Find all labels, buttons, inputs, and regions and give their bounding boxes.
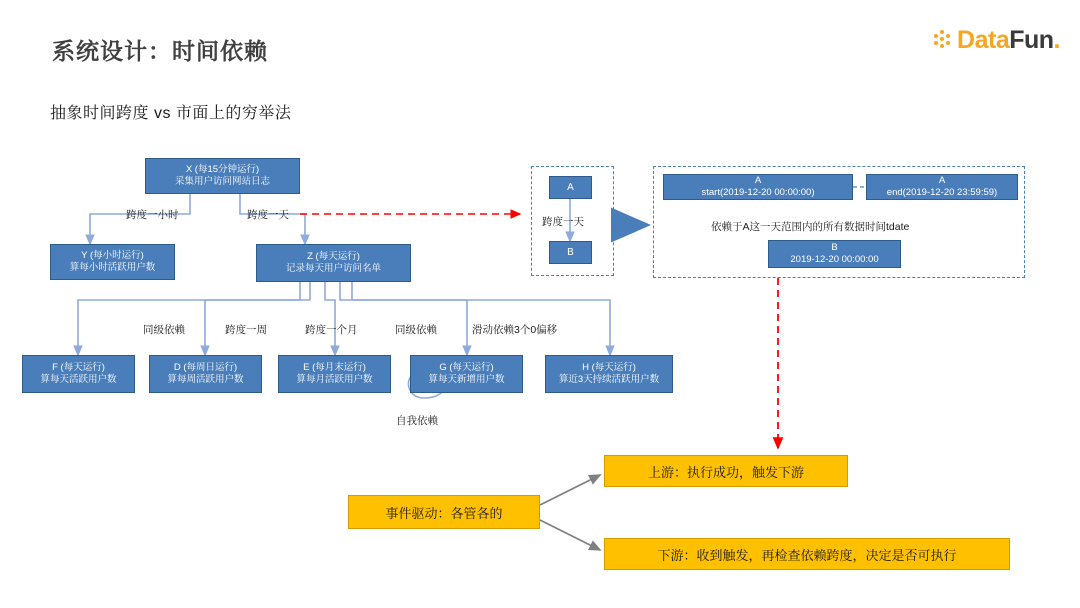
node-a-start[interactable] — [663, 174, 853, 200]
logo-text-dot: . — [1053, 26, 1060, 54]
node-d[interactable] — [149, 355, 262, 393]
node-d-line1: D (每周日运行) — [173, 362, 238, 373]
node-a-small[interactable] — [549, 176, 592, 199]
edge-label-same-level-2: 同级依赖 — [395, 324, 437, 336]
edge-label-span-day-right: 跨度一天 — [542, 216, 584, 228]
node-b-detail[interactable] — [768, 240, 901, 268]
node-a-start-line2: start(2019-12-20 00:00:00) — [701, 187, 815, 198]
node-a-start-line1: A — [754, 175, 762, 186]
dependency-note: 依赖于A这一天范围内的所有数据时间tdate — [711, 221, 910, 233]
upstream-box[interactable] — [604, 455, 848, 487]
downstream-box[interactable] — [604, 538, 1010, 570]
logo-dots-icon — [934, 30, 956, 52]
node-y-line1: Y (每小时运行) — [81, 250, 144, 261]
node-d-line2: 算每周活跃用户数 — [167, 374, 244, 385]
node-b-detail-line1: B — [831, 242, 838, 253]
node-x-line1: X (每15分钟运行) — [185, 164, 260, 175]
node-e-line2: 算每月活跃用户数 — [296, 374, 373, 385]
page-title: 系统设计：时间依赖 — [52, 38, 268, 64]
node-y[interactable] — [50, 244, 175, 280]
edge-label-hour: 跨度一小时 — [126, 209, 179, 221]
edge-label-day: 跨度一天 — [247, 209, 289, 221]
edge-label-week: 跨度一周 — [225, 324, 267, 336]
node-h[interactable] — [545, 355, 673, 393]
node-e-line1: E (每月末运行) — [303, 362, 366, 373]
node-x[interactable] — [145, 158, 300, 194]
downstream-label: 下游：收到触发，再检查依赖跨度，决定是否可执行 — [657, 547, 957, 563]
node-f-line1: F (每天运行) — [52, 362, 105, 373]
logo-text-data: Data — [957, 26, 1010, 54]
node-a-end[interactable] — [866, 174, 1018, 200]
node-h-line1: H (每天运行) — [582, 362, 636, 373]
edge-label-self-dependency: 自我依赖 — [396, 415, 438, 427]
node-b-detail-line2: 2019-12-20 00:00:00 — [790, 254, 879, 265]
node-a-end-line2: end(2019-12-20 23:59:59) — [886, 187, 998, 198]
logo-text — [957, 28, 1060, 53]
edge-label-sliding: 滑动依赖3个0偏移 — [472, 324, 558, 336]
node-g-line2: 算每天新增用户数 — [428, 374, 505, 385]
node-x-line2: 采集用户访问网站日志 — [174, 176, 270, 187]
node-b-small[interactable] — [549, 241, 592, 264]
node-z[interactable] — [256, 244, 411, 282]
node-e[interactable] — [278, 355, 391, 393]
upstream-label: 上游：执行成功，触发下游 — [647, 464, 804, 480]
node-g-line1: G (每天运行) — [439, 362, 494, 373]
node-y-line2: 算每小时活跃用户数 — [69, 262, 156, 273]
edge-label-same-level-1: 同级依赖 — [143, 324, 185, 336]
event-driven-center-box[interactable] — [348, 495, 540, 529]
node-a-end-line1: A — [938, 175, 946, 186]
event-driven-center-label: 事件驱动：各管各的 — [385, 505, 503, 521]
node-f[interactable] — [22, 355, 135, 393]
node-g[interactable] — [410, 355, 523, 393]
node-f-line2: 算每天活跃用户数 — [40, 374, 117, 385]
datafun-logo — [934, 28, 1060, 53]
logo-text-fun: Fun — [1009, 26, 1054, 54]
node-h-line2: 算近3天持续活跃用户数 — [558, 374, 660, 385]
page-subtitle: 抽象时间跨度 vs 市面上的穷举法 — [50, 105, 292, 122]
edge-label-month: 跨度一个月 — [305, 324, 358, 336]
node-z-line1: Z (每天运行) — [307, 251, 360, 262]
node-b-small-label: B — [567, 246, 574, 258]
node-a-small-label: A — [567, 181, 574, 193]
node-z-line2: 记录每天用户访问名单 — [285, 263, 381, 274]
